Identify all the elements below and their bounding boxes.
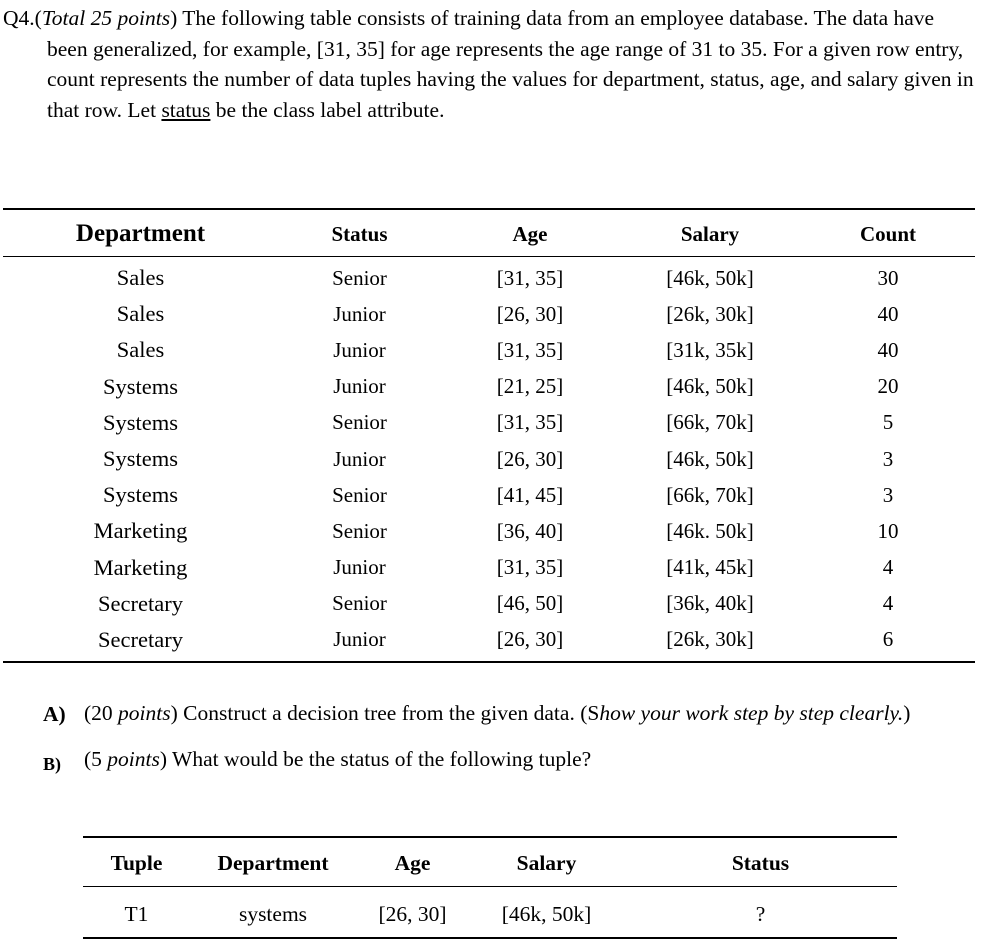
cell-status: Junior [333, 446, 386, 471]
training-data-table [3, 208, 975, 663]
question-number: Q4. [3, 6, 35, 30]
column-header-count: Count [859, 221, 917, 246]
cell-salary: [66k, 70k] [666, 482, 754, 507]
training-data-table-container [3, 208, 975, 663]
cell-count: 10 [877, 518, 899, 543]
table-row [3, 369, 975, 405]
cell-salary: [31k, 35k] [666, 337, 754, 362]
cell-age: [26, 30] [496, 627, 564, 652]
tuple-column-header-status: Status [731, 851, 790, 875]
cell-status: Junior [333, 555, 386, 580]
part-a-plain-1: Construct a decision tree from the given data. (S [177, 701, 600, 725]
question-paragraph-part2: be the class label attribute. [210, 97, 445, 122]
table-row [3, 550, 975, 586]
table-header-row [3, 209, 975, 257]
cell-department: Marketing [93, 518, 188, 544]
cell-age: [31, 35] [496, 337, 564, 362]
table-row [3, 441, 975, 477]
part-a-plain-2: ) [903, 701, 911, 725]
tuple-table-container [83, 836, 897, 939]
cell-department: Secretary [98, 626, 183, 652]
cell-count: 30 [877, 265, 899, 290]
cell-age: [46, 50] [496, 591, 564, 616]
cell-salary: [46k. 50k] [666, 518, 754, 543]
question-paragraph-part1: The following table consists of training data from an employee database. The data have been generalized, for example, [31, 35] for age represents the age range of 31 to 35. For a given row entry, count represents the number of data tuples having the values for department, status, age, and salary given in that row. Let [47, 6, 974, 122]
cell-count: 4 [882, 555, 894, 580]
part-b-label: B) [43, 754, 61, 774]
question-points-note: (Total 25 points) [34, 6, 178, 30]
cell-department: Systems [102, 373, 178, 399]
column-header-status: Status [331, 221, 388, 246]
tuple-cell-salary: [46k, 50k] [501, 901, 592, 926]
cell-age: [21, 25] [496, 374, 564, 399]
cell-status: Senior [332, 518, 387, 543]
cell-department: Systems [102, 446, 178, 472]
part-b-question: What would be the status of the following tuple? [167, 747, 592, 771]
tuple-cell-status-unknown: ? [755, 901, 766, 926]
tuple-column-header-age: Age [394, 851, 431, 875]
cell-salary: [36k, 40k] [666, 591, 754, 616]
cell-count: 6 [882, 627, 894, 652]
cell-status: Junior [333, 374, 386, 399]
cell-salary: [26k, 30k] [666, 627, 754, 652]
tuple-column-header-salary: Salary [516, 851, 577, 875]
cell-status: Senior [332, 265, 387, 290]
column-header-salary: Salary [680, 221, 740, 246]
table-row [3, 477, 975, 513]
cell-count: 20 [877, 374, 899, 399]
table-row [3, 586, 975, 622]
tuple-column-header-department: Department [217, 851, 329, 875]
training-data-table-body [3, 257, 975, 663]
cell-status: Senior [332, 482, 387, 507]
cell-age: [41, 45] [496, 482, 564, 507]
tuple-cell-department: systems [238, 901, 308, 926]
part-a-points-italic: points [118, 701, 171, 725]
part-a-label: A) [43, 702, 66, 726]
question-part-a [43, 698, 973, 729]
cell-department: Sales [116, 265, 165, 291]
table-row [83, 887, 897, 939]
cell-department: Systems [102, 482, 178, 508]
table-row [3, 513, 975, 549]
cell-age: [31, 35] [496, 410, 564, 435]
cell-age: [36, 40] [496, 518, 564, 543]
cell-department: Sales [116, 301, 165, 327]
cell-salary: [41k, 45k] [666, 555, 754, 580]
part-a-text: (20 points) Construct a decision tree from the given data. (Show your work step by step clearly.) [84, 701, 911, 725]
tuple-table-body [83, 887, 897, 939]
column-header-department: Department [75, 220, 206, 247]
tuple-table-header-row [83, 837, 897, 887]
part-b-points-italic: points [107, 747, 160, 771]
cell-salary: [46k, 50k] [666, 446, 754, 471]
cell-status: Senior [332, 591, 387, 616]
cell-department: Systems [102, 409, 178, 435]
class-label-attribute-word: status [161, 97, 211, 122]
cell-status: Junior [333, 627, 386, 652]
table-row [3, 332, 975, 368]
tuple-cell-age: [26, 30] [378, 901, 447, 926]
question-intro-paragraph [3, 3, 978, 125]
tuple-table [83, 836, 897, 939]
part-a-italic-instruction: how your work step by step clearly. [599, 701, 904, 725]
cell-age: [31, 35] [496, 555, 564, 580]
cell-count: 4 [882, 591, 894, 616]
cell-salary: [26k, 30k] [666, 301, 754, 326]
cell-salary: [46k, 50k] [666, 265, 754, 290]
cell-department: Sales [116, 337, 165, 363]
question-parts-container [43, 698, 973, 779]
cell-age: [26, 30] [496, 446, 564, 471]
training-data-table-head [3, 209, 975, 257]
cell-department: Marketing [93, 554, 188, 580]
cell-count: 40 [877, 301, 899, 326]
question-part-b [43, 744, 973, 779]
cell-status: Junior [333, 301, 386, 326]
table-row [3, 296, 975, 332]
cell-department: Secretary [98, 590, 183, 616]
cell-count: 3 [882, 482, 894, 507]
cell-count: 40 [877, 337, 899, 362]
question-points-italic: Total 25 points [41, 6, 171, 30]
cell-count: 5 [882, 410, 894, 435]
cell-status: Junior [333, 337, 386, 362]
table-row [3, 257, 975, 297]
cell-status: Senior [332, 410, 387, 435]
cell-salary: [46k, 50k] [666, 374, 754, 399]
cell-age: [31, 35] [496, 265, 564, 290]
tuple-cell-id: T1 [124, 901, 149, 926]
cell-count: 3 [882, 446, 894, 471]
cell-age: [26, 30] [496, 301, 564, 326]
part-b-text: (5 points) What would be the status of the following tuple? [84, 747, 592, 771]
column-header-age: Age [512, 221, 548, 246]
tuple-table-head [83, 837, 897, 887]
table-row [3, 405, 975, 441]
tuple-column-header-tuple: Tuple [110, 851, 163, 875]
table-row [3, 622, 975, 662]
cell-salary: [66k, 70k] [666, 410, 754, 435]
